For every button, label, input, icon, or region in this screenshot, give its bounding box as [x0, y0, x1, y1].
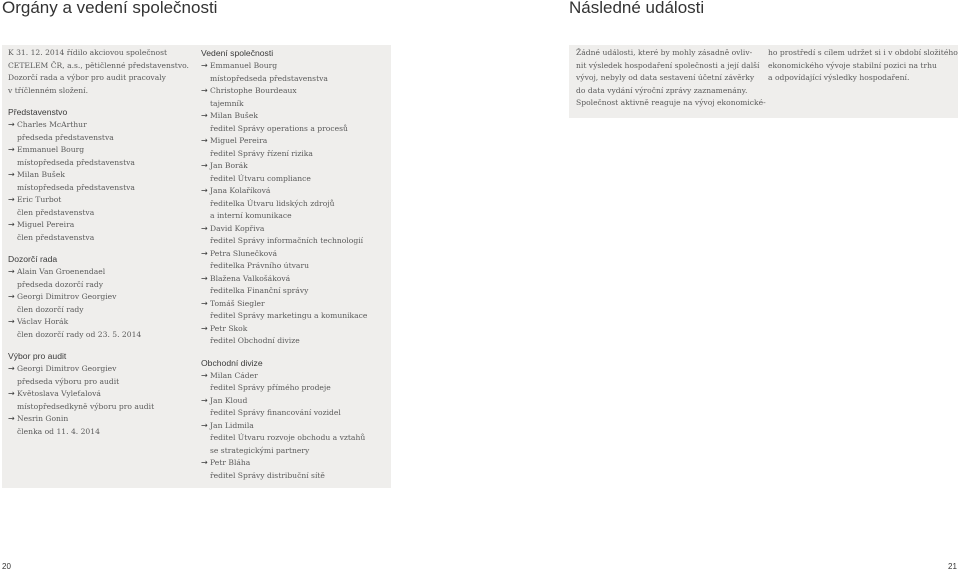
member-role: ředitel Správy distribuční sítě [210, 470, 325, 480]
section-title: Obchodní divize [201, 357, 263, 368]
member-name: → Jan Lidmila [201, 420, 367, 433]
arrow-icon: → [201, 323, 208, 333]
section-title: Představenstvo [8, 107, 68, 117]
arrow-icon: → [201, 61, 208, 70]
member-name: → Milan Bušek [8, 169, 189, 182]
member-name: → Jana Kolaříková [201, 185, 367, 198]
arrow-icon: → [201, 136, 208, 145]
member-role: místopředsedkyně výboru pro audit [17, 401, 155, 411]
member-name: → David Kopřiva [201, 223, 367, 236]
page-number-left: 20 [2, 562, 11, 571]
right-heading: Následné události [569, 0, 705, 17]
arrow-icon: → [201, 248, 208, 258]
arrow-icon: → [201, 395, 208, 405]
member-name: → Jan Kloud [201, 395, 367, 408]
member-name: → Christophe Bourdeaux [201, 85, 367, 98]
member-role: ředitel Správy informačních technologií [210, 236, 364, 245]
member-role: ředitel Správy přímého prodeje [210, 383, 331, 392]
member-role: předseda výboru pro audit [17, 376, 120, 386]
member-name: → Charles McArthur [8, 119, 189, 132]
column-3 [576, 47, 766, 110]
member-role: místopředseda představenstva [17, 182, 135, 192]
arrow-icon: → [201, 273, 208, 283]
member-role: ředitel Obchodní divize [210, 336, 300, 345]
member-name: → Petra Slunečková [201, 248, 367, 261]
member-role: ředitel Správy řízení rizika [210, 148, 313, 158]
member-role: člen dozorčí rady od 23. 5. 2014 [17, 329, 142, 339]
column-4 [768, 47, 958, 85]
arrow-icon: → [201, 186, 208, 195]
member-name: → Květoslava Vyleťalová [8, 388, 189, 401]
member-name: → Georgi Dimitrov Georgiev [8, 363, 189, 376]
section-title: Dozorčí rada [8, 254, 58, 264]
arrow-icon: → [8, 220, 15, 229]
arrow-icon: → [8, 195, 15, 204]
arrow-icon: → [8, 364, 15, 373]
member-name: → Tomáš Siegler [201, 298, 367, 311]
arrow-icon: → [8, 145, 15, 154]
member-name: → Miguel Pereira [201, 135, 367, 148]
member-role: předseda představenstva [17, 132, 114, 142]
text-line: do data vydání výroční zprávy zaznamenány. [576, 85, 748, 95]
column-1 [8, 47, 189, 438]
member-name: → Eric Turbot [8, 194, 189, 207]
arrow-icon: → [201, 370, 208, 380]
member-name: → Nesrin Gonin [8, 413, 189, 426]
member-role: a interní komunikace [210, 211, 292, 220]
member-role: ředitel Správy operations a procesů [210, 123, 348, 133]
intro-line: Dozorčí rada a výbor pro audit pracovaly [8, 73, 166, 82]
intro-line: K 31. 12. 2014 řídilo akciovou společnost [8, 48, 168, 57]
member-role: ředitel Správy marketingu a komunikace [210, 311, 368, 320]
member-role: členka od 11. 4. 2014 [17, 426, 100, 436]
member-role: místopředseda představenstva [17, 157, 135, 167]
arrow-icon: → [201, 458, 208, 467]
intro-line: CETELEM ČR, a.s., pětičlenné představenstvo. [8, 60, 189, 70]
member-role: ředitelka Útvaru lidských zdrojů [210, 198, 335, 208]
arrow-icon: → [201, 111, 208, 120]
member-name: → Emmanuel Bourg [201, 60, 367, 73]
member-role: člen představenstva [17, 232, 95, 242]
member-role: ředitel Útvaru compliance [210, 173, 311, 183]
arrow-icon: → [201, 86, 208, 95]
member-name: → Georgi Dimitrov Georgiev [8, 291, 189, 304]
text-line: ekonomického vývoje stabilní pozici na trhu [768, 60, 937, 70]
text-line: Žádné události, které by mohly zásadně ovliv- [576, 48, 753, 57]
intro-line: v tříčlenném složení. [8, 85, 89, 95]
section-title: Výbor pro audit [8, 351, 67, 361]
arrow-icon: → [201, 420, 208, 430]
section-title: Vedení společnosti [201, 48, 274, 58]
member-name: → Václav Horák [8, 316, 189, 329]
text-line: vývoj, nebyly od data sestavení účetní závěrky [576, 73, 755, 82]
arrow-icon: → [8, 414, 15, 423]
member-role: ředitel Správy financování vozidel [210, 408, 341, 417]
member-role: se strategickými partnery [210, 445, 310, 455]
member-name: → Petr Bláha [201, 457, 367, 470]
member-role: ředitel Útvaru rozvoje obchodu a vztahů [210, 433, 366, 442]
arrow-icon: → [8, 292, 15, 301]
member-role: člen dozorčí rady [17, 304, 84, 314]
member-role: tajemník [210, 98, 244, 108]
arrow-icon: → [201, 161, 208, 170]
arrow-icon: → [8, 120, 15, 129]
member-role: místopředseda představenstva [210, 73, 328, 83]
text-line: Společnost aktivně reaguje na vývoj ekonomické- [576, 98, 766, 107]
member-role: předseda dozorčí rady [17, 279, 104, 289]
member-name: → Emmanuel Bourg [8, 144, 189, 157]
member-name: → Petr Skok [201, 323, 367, 336]
arrow-icon: → [8, 317, 15, 326]
member-name: → Jan Borák [201, 160, 367, 173]
text-line: nit výsledek hospodaření společnosti a její další [576, 60, 760, 70]
arrow-icon: → [201, 298, 208, 308]
text-line: ho prostředí s cílem udržet si i v období složitého [768, 48, 958, 57]
member-role: ředitelka Finanční správy [210, 286, 309, 295]
member-name: → Miguel Pereira [8, 219, 189, 232]
member-name: → Alain Van Groenendael [8, 266, 189, 279]
arrow-icon: → [8, 170, 15, 179]
column-2 [201, 47, 367, 482]
member-name: → Milan Bušek [201, 110, 367, 123]
page-number-right: 21 [948, 562, 957, 571]
text-line: a odpovídající výsledky hospodaření. [768, 73, 910, 82]
arrow-icon: → [8, 389, 15, 398]
member-name: → Blažena Valkošáková [201, 273, 367, 286]
arrow-icon: → [8, 267, 15, 276]
left-heading: Orgány a vedení společnosti [2, 0, 218, 17]
member-name: → Milan Cáder [201, 370, 367, 383]
member-role: člen představenstva [17, 207, 95, 217]
member-role: ředitelka Právního útvaru [210, 261, 309, 270]
arrow-icon: → [201, 223, 208, 233]
